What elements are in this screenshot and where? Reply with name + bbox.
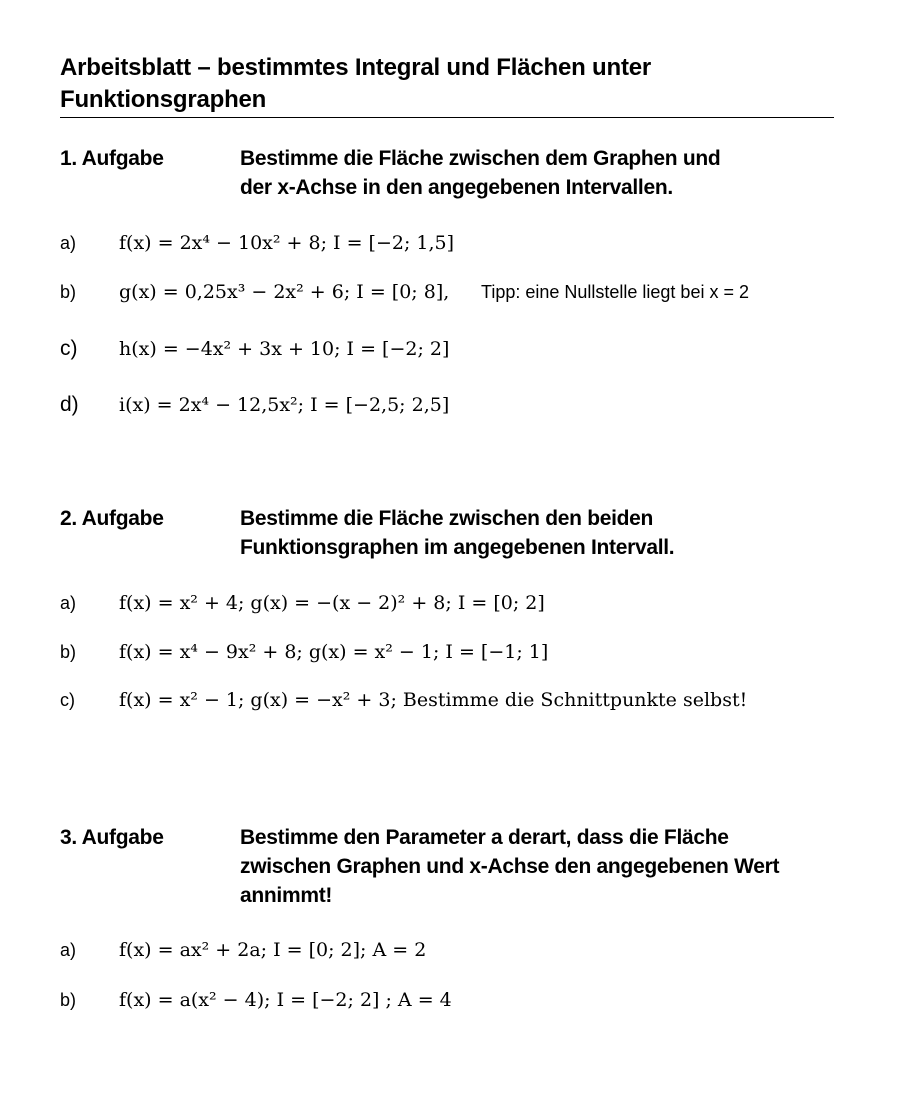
title-divider: [60, 117, 834, 118]
task-1-instruction: [240, 144, 840, 202]
title-line-1: Arbeitsblatt – bestimmtes Integral und Flächen unter: [60, 54, 652, 81]
task-1-item-d: [60, 391, 860, 419]
item-letter: a): [60, 940, 77, 960]
worksheet-title: [60, 52, 820, 116]
task-3-instruction: [240, 823, 840, 910]
task-1-item-c: [60, 335, 860, 363]
task-2-label: 2. Aufgabe: [60, 507, 164, 530]
task-1-item-b: [60, 278, 860, 306]
item-letter: b): [60, 282, 77, 302]
task-1-instruction-line: Bestimme die Fläche zwischen dem Graphen und: [240, 147, 721, 170]
item-letter: c): [60, 337, 78, 360]
task-2-item-c: [60, 686, 860, 714]
item-letter: b): [60, 990, 77, 1010]
item-letter: a): [60, 593, 77, 613]
formula: g(x) = 0,25x³ − 2x² + 6; I = [0; 8],: [119, 281, 450, 303]
item-letter: a): [60, 233, 77, 253]
item-letter: b): [60, 642, 77, 662]
task-2-item-a: [60, 589, 860, 617]
task-2-instruction-line: Funktionsgraphen im angegebenen Intervall.: [240, 536, 675, 559]
task-3-instruction-line: annimmt!: [240, 884, 333, 907]
task-3-label: 3. Aufgabe: [60, 826, 164, 849]
formula: i(x) = 2x⁴ − 12,5x²; I = [−2,5; 2,5]: [119, 394, 450, 416]
task-2-instruction-line: Bestimme die Fläche zwischen den beiden: [240, 507, 654, 530]
formula: f(x) = x² + 4; g(x) = −(x − 2)² + 8; I = [0; 2]: [119, 592, 545, 614]
hint-text: Tipp: eine Nullstelle liegt bei x = 2: [481, 282, 749, 302]
task-1-label: 1. Aufgabe: [60, 147, 164, 170]
task-2-item-b: [60, 638, 860, 666]
item-letter: c): [60, 690, 75, 710]
task-3-instruction-line: Bestimme den Parameter a derart, dass die Fläche: [240, 826, 729, 849]
title-line-2: Funktionsgraphen: [60, 86, 267, 113]
formula: f(x) = 2x⁴ − 10x² + 8; I = [−2; 1,5]: [119, 232, 455, 254]
task-1-instruction-line: der x-Achse in den angegebenen Intervallen.: [240, 176, 673, 199]
task-1-item-a: [60, 229, 860, 257]
formula: f(x) = ax² + 2a; I = [0; 2]; A = 2: [119, 939, 427, 961]
formula: f(x) = a(x² − 4); I = [−2; 2] ; A = 4: [119, 989, 452, 1011]
task-3-item-b: [60, 986, 860, 1014]
formula: f(x) = x⁴ − 9x² + 8; g(x) = x² − 1; I = [−1; 1]: [119, 641, 549, 663]
formula: f(x) = x² − 1; g(x) = −x² + 3; Bestimme die Schnittpunkte selbst!: [119, 689, 748, 711]
task-3-instruction-line: zwischen Graphen und x-Achse den angegebenen Wert: [240, 855, 780, 878]
task-2-instruction: [240, 504, 840, 562]
task-3-item-a: [60, 936, 860, 964]
formula: h(x) = −4x² + 3x + 10; I = [−2; 2]: [119, 338, 450, 360]
item-letter: d): [60, 393, 79, 416]
